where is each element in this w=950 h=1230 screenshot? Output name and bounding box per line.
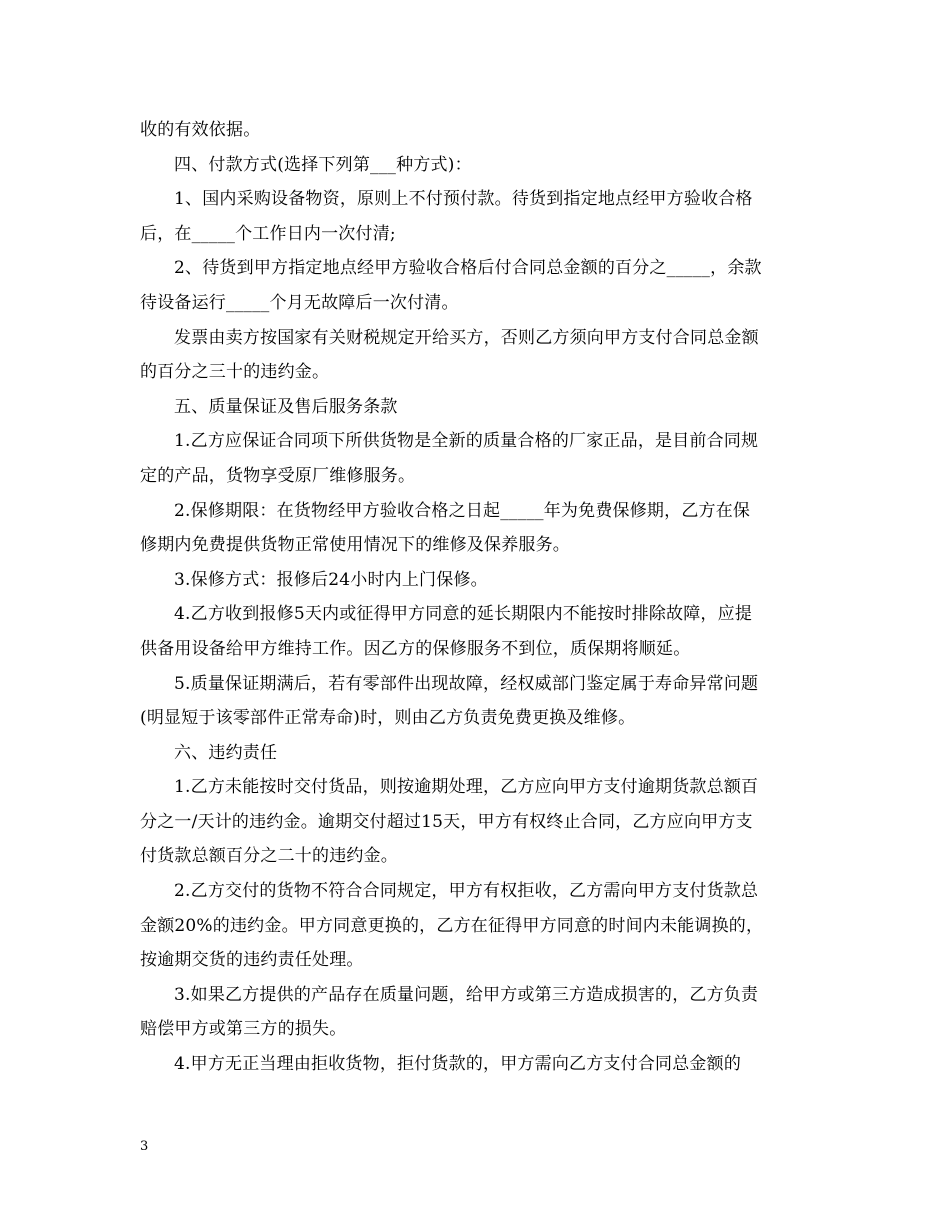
text-line: 金额20%的违约金。甲方同意更换的，乙方在征得甲方同意的时间内未能调换的， (140, 915, 764, 936)
text-line: 修期内免费提供货物正常使用情况下的维修及保养服务。 (140, 535, 570, 556)
text-line: 5.质量保证期满后，若有零部件出现故障，经权威部门鉴定属于寿命异常问题 (174, 673, 759, 694)
text-line: 待设备运行_____个月无故障后一次付清。 (140, 292, 459, 313)
page-number: 3 (140, 1139, 149, 1154)
text-line: 2、待货到甲方指定地点经甲方验收合格后付合同总金额的百分之_____，余款 (174, 258, 762, 279)
text-line: 1、国内采购设备物资，原则上不付预付款。待货到指定地点经甲方验收合格 (174, 189, 753, 210)
text-line: 1.乙方未能按时交付货品，则按逾期处理，乙方应向甲方支付逾期货款总额百 (174, 777, 759, 798)
text-line: 分之一/天计的违约金。逾期交付超过15天，甲方有权终止合同，乙方应向甲方支 (140, 811, 753, 832)
text-line: 4.乙方收到报修5天内或征得甲方同意的延长期限内不能按时排除故障，应提 (174, 604, 753, 625)
text-line: 供备用设备给甲方维持工作。因乙方的保修服务不到位，质保期将顺延。 (140, 638, 691, 659)
text-line: 1.乙方应保证合同项下所供货物是全新的质量合格的厂家正品，是目前合同规 (174, 431, 759, 452)
text-line: (明显短于该零部件正常寿命)时，则由乙方负责免费更换及维修。 (140, 708, 636, 729)
text-line: 付货款总额百分之二十的违约金。 (140, 846, 398, 867)
section-heading: 六、违约责任 (174, 742, 278, 763)
section-heading: 四、付款方式(选择下列第___种方式)： (174, 154, 472, 175)
section-heading: 五、质量保证及售后服务条款 (174, 396, 398, 417)
text-line: 2.乙方交付的货物不符合合同规定，甲方有权拒收，乙方需向甲方支付货款总 (174, 881, 759, 902)
text-line: 3.如果乙方提供的产品存在质量问题，给甲方或第三方造成损害的，乙方负责 (174, 984, 759, 1005)
document-body (140, 113, 812, 1082)
text-line: 2.保修期限：在货物经甲方验收合格之日起_____年为免费保修期，乙方在保 (174, 500, 751, 521)
text-line: 的百分之三十的违约金。 (140, 362, 330, 383)
text-line: 后，在_____个工作日内一次付清; (140, 223, 396, 244)
text-line: 发票由卖方按国家有关财税规定开给买方，否则乙方须向甲方支付合同总金额 (174, 327, 759, 348)
text-line: 按逾期交货的违约责任处理。 (140, 950, 364, 971)
text-line: 收的有效依据。 (140, 120, 261, 140)
text-line: 赔偿甲方或第三方的损失。 (140, 1019, 347, 1040)
text-line: 定的产品，货物享受原厂维修服务。 (140, 465, 416, 486)
text-line: 4.甲方无正当理由拒收货物，拒付货款的，甲方需向乙方支付合同总金额的 (174, 1054, 742, 1075)
text-line: 3.保修方式：报修后24小时内上门保修。 (174, 569, 488, 590)
